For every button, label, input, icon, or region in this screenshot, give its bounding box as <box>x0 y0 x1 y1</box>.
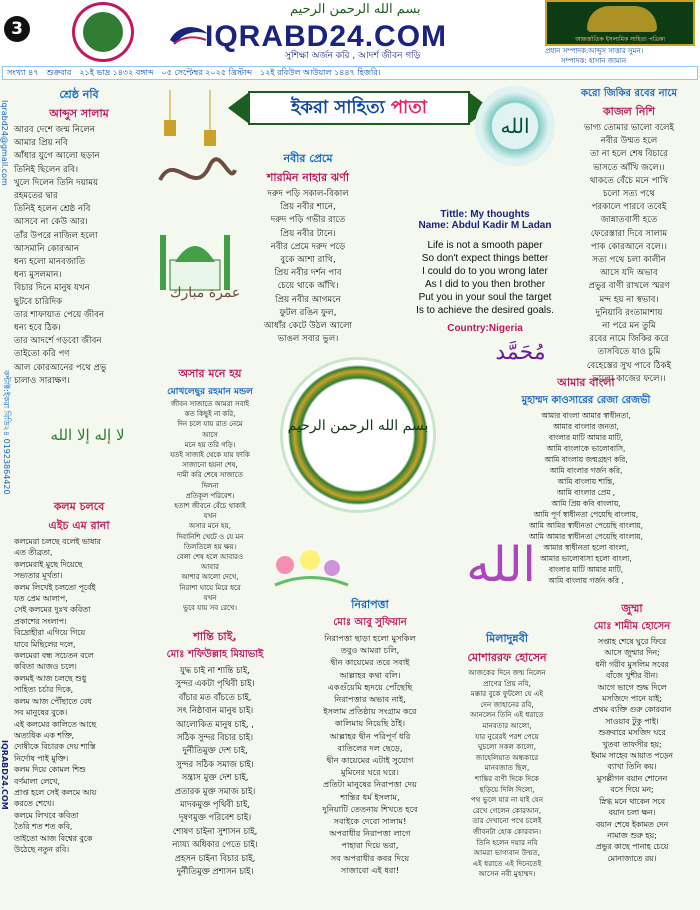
day: শুক্রবার <box>46 67 72 77</box>
banner-subtitle: পাতা <box>390 96 427 118</box>
poem-text: নিরাপত্তা ছাড়া হলো মুসকিল তবুও আমরা চলি, দ্বীন কায়েমের তরে সবাই আল্লাহর কথা বলি। একগুঁয়েমি হৃদয়ে পোঁছেছি নিরাপত্তার অভাব নাই, ইসলাম প্রতিষ্ঠায় সংগ্রাম করে কালিমায় নিয়েছি ঠাঁই। আল্লাহর দ্বীন পরিপূর্ণ ধরি বাতিলের দল ছেড়ে, দ্বীন কায়েমের এটাই সুযোগ মুমিনের ঘরে ঘরে। প্রতিটা মানুষের নিরাপত্তা দেয় শান্তির ধর্ম ইসলাম, দুনিয়াটি তেতনায় শিখতে হবে সবাইকে দেবো সালাম! অপরাধীর নিরাপত্তা লাগে পাহারা দিয়ে ভরা, সব অপরাধীর কবর দিয়ে সাজাবো এই ধরা! <box>322 633 418 875</box>
poem-author: মোঃ শামীম হোসেন <box>593 621 671 632</box>
page-number: 3 <box>4 16 30 42</box>
hanging-lantern-calligraphy-icon <box>150 90 240 210</box>
poem-text: জীবন সাজাতে আমরা সবাই কত কিছুই না করি, দিন চলে যায় রাত নেমে আসে মনে হয় তরি গড়ি। যতই সাজাই থেকে যায় ফাকি সাজানো হয়না শেষ, দামী করি শেষে সাজাতে দিলনা প্রতিকূল পরিবেশ। হতাশ জীবনে বেঁচে থাকাই যখন অসার মনে হয়, দিবানিশি খেটে ও যে মন তিলতিলে হয় ক্ষয়। বেলা শেষ হলে আবারও আবার আশার আলো দেখে, নিরাশা ঘায়ে মিরে ধরে যখন ভুবে যায় সব রেখে। <box>170 400 250 613</box>
left-emblem-logo <box>72 2 134 62</box>
issue-number: সংখ্যা ৪৭ <box>7 67 39 77</box>
mosque-umrah-decoration-icon <box>150 210 240 330</box>
poem-text: Life is not a smooth paper So don't expect things better I could do to you wrong later As I did to you then brother Put you in your soul the target Is to achieve the desired goals. <box>416 240 554 316</box>
allah-medallion-icon: الله <box>475 86 555 166</box>
editor: সম্পাদক: হাসান জামান <box>561 57 627 65</box>
mosque-dome-icon <box>587 6 657 32</box>
tagline: সুশিক্ষা অর্জন করি , আদর্শ জীবন গড়ি <box>285 51 421 61</box>
poem-nobir-preme <box>238 150 378 346</box>
logo-caption: আন্তর্জাতিক ইসলামিক সাহিত্য পত্রিকা <box>575 36 665 43</box>
poem-author: কাজল নিশি <box>602 105 656 118</box>
poem-text: ভাগ্য তোমার ভালো বলেই নবীর উম্মত হলে তা না হলে শেষ বিচারে ভাসতে আঁখি জলে।। থাকতে বেঁচে মনে পাখি চলো সত্য পথে পরকালে পারবে তবেই জান্নাতবাসী হতে ফেরেস্তারা দিবে সালাম পাক কোরআনে বলে।। সত্য পথে চলা কালীন আসে যদি অভাব প্রভুর বাণী রাখলে স্মরণ মন্দ হয় না স্বভাব। দুনিয়াবি রংতামাশায় না পরে মন তুমি রবের নামে জিকির করে তাসবিতে যাও চুমি বেহেস্তের সুখ পাবে ঠিকই ভালো কাজের ফলে।। <box>584 123 674 384</box>
poem-kolom-cholbe <box>14 498 144 855</box>
poem-author: মোশাররফ হোসেন <box>467 651 547 664</box>
section-banner <box>248 91 470 125</box>
poem-text: যুদ্ধ চাই না শান্তি চাই, সুন্দর একটা পৃথিবী চাই। বাঁচার মত বাঁচতে চাই, সৎ নিষ্ঠাবান মানুষ চাই। আলোকিত মানুষ চাই, , সঠিক সুন্দর বিচার চাই। দুর্নীতিমুক্ত দেশ চাই, সুন্দর সঠিক সমাজ চাই। সন্ত্রাস মুক্ত দেশ চাই, প্রতারক মুক্ত সমাজ চাই। মাদকমুক্ত পৃথিবী চাই, দূষণমুক্ত পরিবেশ চাই। শোষণ চাইনা সুশাসন চাই, ন্যায্য অধিকার পেতে চাই। প্রহসন চাইনা বিচার চাই, দুর্নীতিমুক্ত প্রশাসন চাই। <box>172 665 258 877</box>
poem-title: নবীর প্রেমে <box>283 152 333 165</box>
banner-title: ইকরা সাহিত্য <box>291 96 385 118</box>
side-site: IQRABD24.COM <box>0 740 9 810</box>
poem-author: মুহাম্মদ কাওসারের রেজা রেজভী <box>521 395 651 406</box>
bismillah-medallion-icon: بسم الله الرحمن الرحيم <box>283 360 433 510</box>
poem-author: Name: Abdul Kadir M Ladan <box>418 220 552 231</box>
flower-decoration-icon <box>270 540 350 590</box>
poem-title: অসার মনে হয় <box>178 367 242 380</box>
bismillah-calligraphy: بسم الله الرحمن الرحيم <box>290 2 421 17</box>
poem-title: শ্রেষ্ঠ নবি <box>59 88 99 101</box>
poem-author: মোখলেছুর রহমান মন্ডল <box>167 387 253 397</box>
kalima-calligraphy-icon: لا إله إلا الله <box>50 426 125 444</box>
poem-author: মোঃ আবু সুফিয়ান <box>333 617 407 628</box>
editor-credits <box>545 46 700 66</box>
side-contact: কন্টাক্ট:ইকরা বিডি২৪ 01923864420 <box>2 370 11 495</box>
english-date: ০৫ সেপ্টেম্বর ২০২৫ খ্রিস্টাব্দ <box>161 67 252 77</box>
issue-info-bar <box>2 66 698 80</box>
chief-editor: প্রধান সম্পাদক:আব্দুস সাত্তার সুমন। <box>545 47 644 55</box>
poem-author: মোঃ শফিউল্লাহ মিয়াভাই <box>166 649 264 660</box>
poem-title: আমার বাংলা <box>557 376 615 389</box>
poem-title: জুম্মা <box>621 602 643 615</box>
hijri-date: ১২ই রবিউল আউয়াল ১৪৪৭ হিজরি। <box>260 67 381 77</box>
poem-text: সপ্তাহ শেষে ঘুরে ফিরে আসে জুম্মার দিন; ধনী গরীব মুসলিম সবের বাঁজে খুশীর বীন। আগে ভাগে শুদ্ধ দিলে মসজিদে পানে যাই; প্রথম ব্যক্তি গুরু কোরবান সাওয়াব টুকু পাই। শুক্রবারে মসজিদ ঘরে খুতবা তাফসীর হয়; ইমাম সাহেব আয়াত পড়েন ব্যাখা তিনি কয়। মুসল্লীগন বয়ান শোনেন বসে দিয়ে মন; স্নিগ্ধ মনে থাকেন সবে বয়ান চলা ক্ষন। বয়ান শেষে ইকামত দেন নামাজ শুরু হয়; প্রভুর কাছে পানাহ চেয়ে মোনাজাতে রয়। <box>591 637 673 863</box>
poem-title: মিলাদুন্নবী <box>486 632 528 645</box>
bangla-date: ২১ই ভাদ্র ১৪৩২ বঙ্গাব্দ <box>79 67 154 77</box>
poem-oshar-mone-hoy <box>140 365 280 613</box>
poem-author: আব্দুস সালাম <box>49 107 109 120</box>
poem-nirapotta <box>290 596 450 876</box>
poem-shanti-chai <box>140 628 290 879</box>
poem-miladunnobi <box>448 630 566 880</box>
side-email: Iqrabd24@gmail.com <box>0 100 9 186</box>
poem-jumma <box>566 600 698 864</box>
allah-calligraphy-large-icon: الله <box>466 537 536 593</box>
poem-shreshtho-nobi <box>14 86 144 388</box>
poem-text: দরুদ পড়ি সকাল-বিকাল প্রিয় নবীর শানে, দরুদ পড়ি গভীর রাতে প্রিয় নবীর টানে। নবীর প্রেমে দরুদ পড়ে বুকে আশা রাখি, প্রিয় নবীর দর্শন পাব চেয়ে থাকে আঁখি। প্রিয় নবীর আগমনে ফুটল রঙিন ফুল, আধাঁর কেটে উঠল আলো ভাঙল সবার ভুল। <box>264 189 352 345</box>
poem-koro-jikir <box>562 86 696 386</box>
poem-title: শান্তি চাই, <box>193 630 237 643</box>
umrah-calligraphy: عمرة مبارك <box>170 285 241 301</box>
poem-country: Country:Nigeria <box>447 323 523 334</box>
poem-text: আরব দেশে জন্ম নিলেন আমার প্রিয় নবি আঁধার যুগে আলো ছড়ান তিনিই ছিলেন রবি। খুলে দিলেন তিনি দয়াময় রহমতের দ্বার তিনিই হলেন শ্রেষ্ঠ নবি আসবে না কেউ আর। তাঁর উপরে নাজিল হলো আসমানি কোরআন ধন্য হলো মানবজাতি ধন্য মুসলমান। বিচার দিনে মানুষ যখন ছুটবে চারিদিক তার শাফায়াত পেয়ে জীবন ধন্য হবে ঠিক। তার আদর্শে গড়বো জীবন তাইতো করি পণ আল কোরআনের পথে প্রভু চালাও সারাক্ষণ। <box>14 125 107 386</box>
right-mosque-logo <box>545 0 695 46</box>
poem-title: কলম চলবে <box>53 500 105 513</box>
masthead <box>0 0 700 66</box>
poem-title: নিরাপত্তা <box>351 598 389 611</box>
poem-author: এইচ এম রানা <box>48 519 110 532</box>
banner-left-flag <box>228 93 248 123</box>
poem-text: কলমেরা চলছে বলেই ভাষার এত তীব্রতা, কলমেরাই মুছে দিয়েছে সভ্যতার মূর্খতা। কলম লিখেই চলতো পূর্বেই যত প্রেম আলাপ, সেই কলমের দুঃখ কবিতা প্রকাশের সংলাপ। বিদ্রোহীরা এগিয়ে গিয়ে যাবে মিছিলের দলে, কলমেরা বন্ধ সচেতন বলে কবিতা আজও চলে। কলমই আজ চলছে শুধু সাহিত্য চর্চার দিকে, কলম আজ পৌঁছাতে বেধ সব মানুষের বুকে। এই কলমের কালিতে আছে অত্যধিক এক শক্তি, দোষীকে বিচারক দেয় শাস্তি নির্দোষ পাই মুক্তি। কলম দিয়ে কোমল শিশু বর্ণমালা লেখে, প্রাপ্ত হলে সেই কলমে আয় করতে শেখে। কলমে লিখবে কবিতা তৈরি শত শত কবি, তাইতো আজ বিশ্বের বুকে উঠেছে নতুন রবি। <box>14 537 101 854</box>
poem-title: করো জিকির রবের নামে <box>580 88 678 99</box>
brand-swoosh-icon <box>168 22 210 48</box>
poem-text: আমার বাংলা আমার স্বাধীনতা, আমার বাংলার জনতা, বাংলার মাটি আমার মাটি, আমি বাংলাকে ভালোবাসি, আমি বাংলায় জন্মগ্রহণ করি, আমি বাংলার গর্জন করি, আমি বাংলায় শান্তি, আমি বাংলার প্রেম , আমি প্রিয় কবি বাংলায়, আমি পূর্ণ স্বাধীনতা পেয়েছি বাংলায়, আমি আমির স্বাধীনতা পেয়েছি বাংলায়, আমি আমার স্বাধীনতা পেয়েছি বাংলায়, আমার স্বাধীনতা হলো বাংলা, আমার ভালোবাসা হলো বাংলা, বাংলার মাটি আমার মাটি, আমি বাংলায় গর্জন করি , <box>529 411 643 585</box>
poem-title: Tittle: My thoughts <box>440 209 530 220</box>
brand-name: IQRABD24.COM <box>205 20 448 53</box>
poem-english-my-thoughts <box>380 209 590 334</box>
poem-text: আজকের দিনে জন্ম নিলেন প্রাণের প্রিয় নবি, মক্কার বুকে ফুটলো যে এই দেন জাহানের রবি, আনলেন তিনি এই ধরাতে মানবতার আলো, যার নুরেরই পরশ পেয়ে ঘুচলো সকল কালো, জাহেলিয়াত অন্ধকারে মানবজাত ছিল, শান্তির বাণী দিকে দিকে ছড়িয়ে দিলি দিলো, পথ ভুলে যার না যাই যেন রেখে গেলেন কোরআন, তার দেখানো পথে চলেই জীবনটা হোক কোরবান। তিনি হলেন দয়ার নবি আমরা ভাগ্যবান উম্মত, এই ধরাতে এই দিনেতেই আসেন নবী মুহাম্মদ। <box>468 668 546 879</box>
muhammad-calligraphy-icon: مُحَمَّد <box>495 340 546 365</box>
poem-author: শারমিন নাহার ঝর্ণা <box>266 171 350 184</box>
